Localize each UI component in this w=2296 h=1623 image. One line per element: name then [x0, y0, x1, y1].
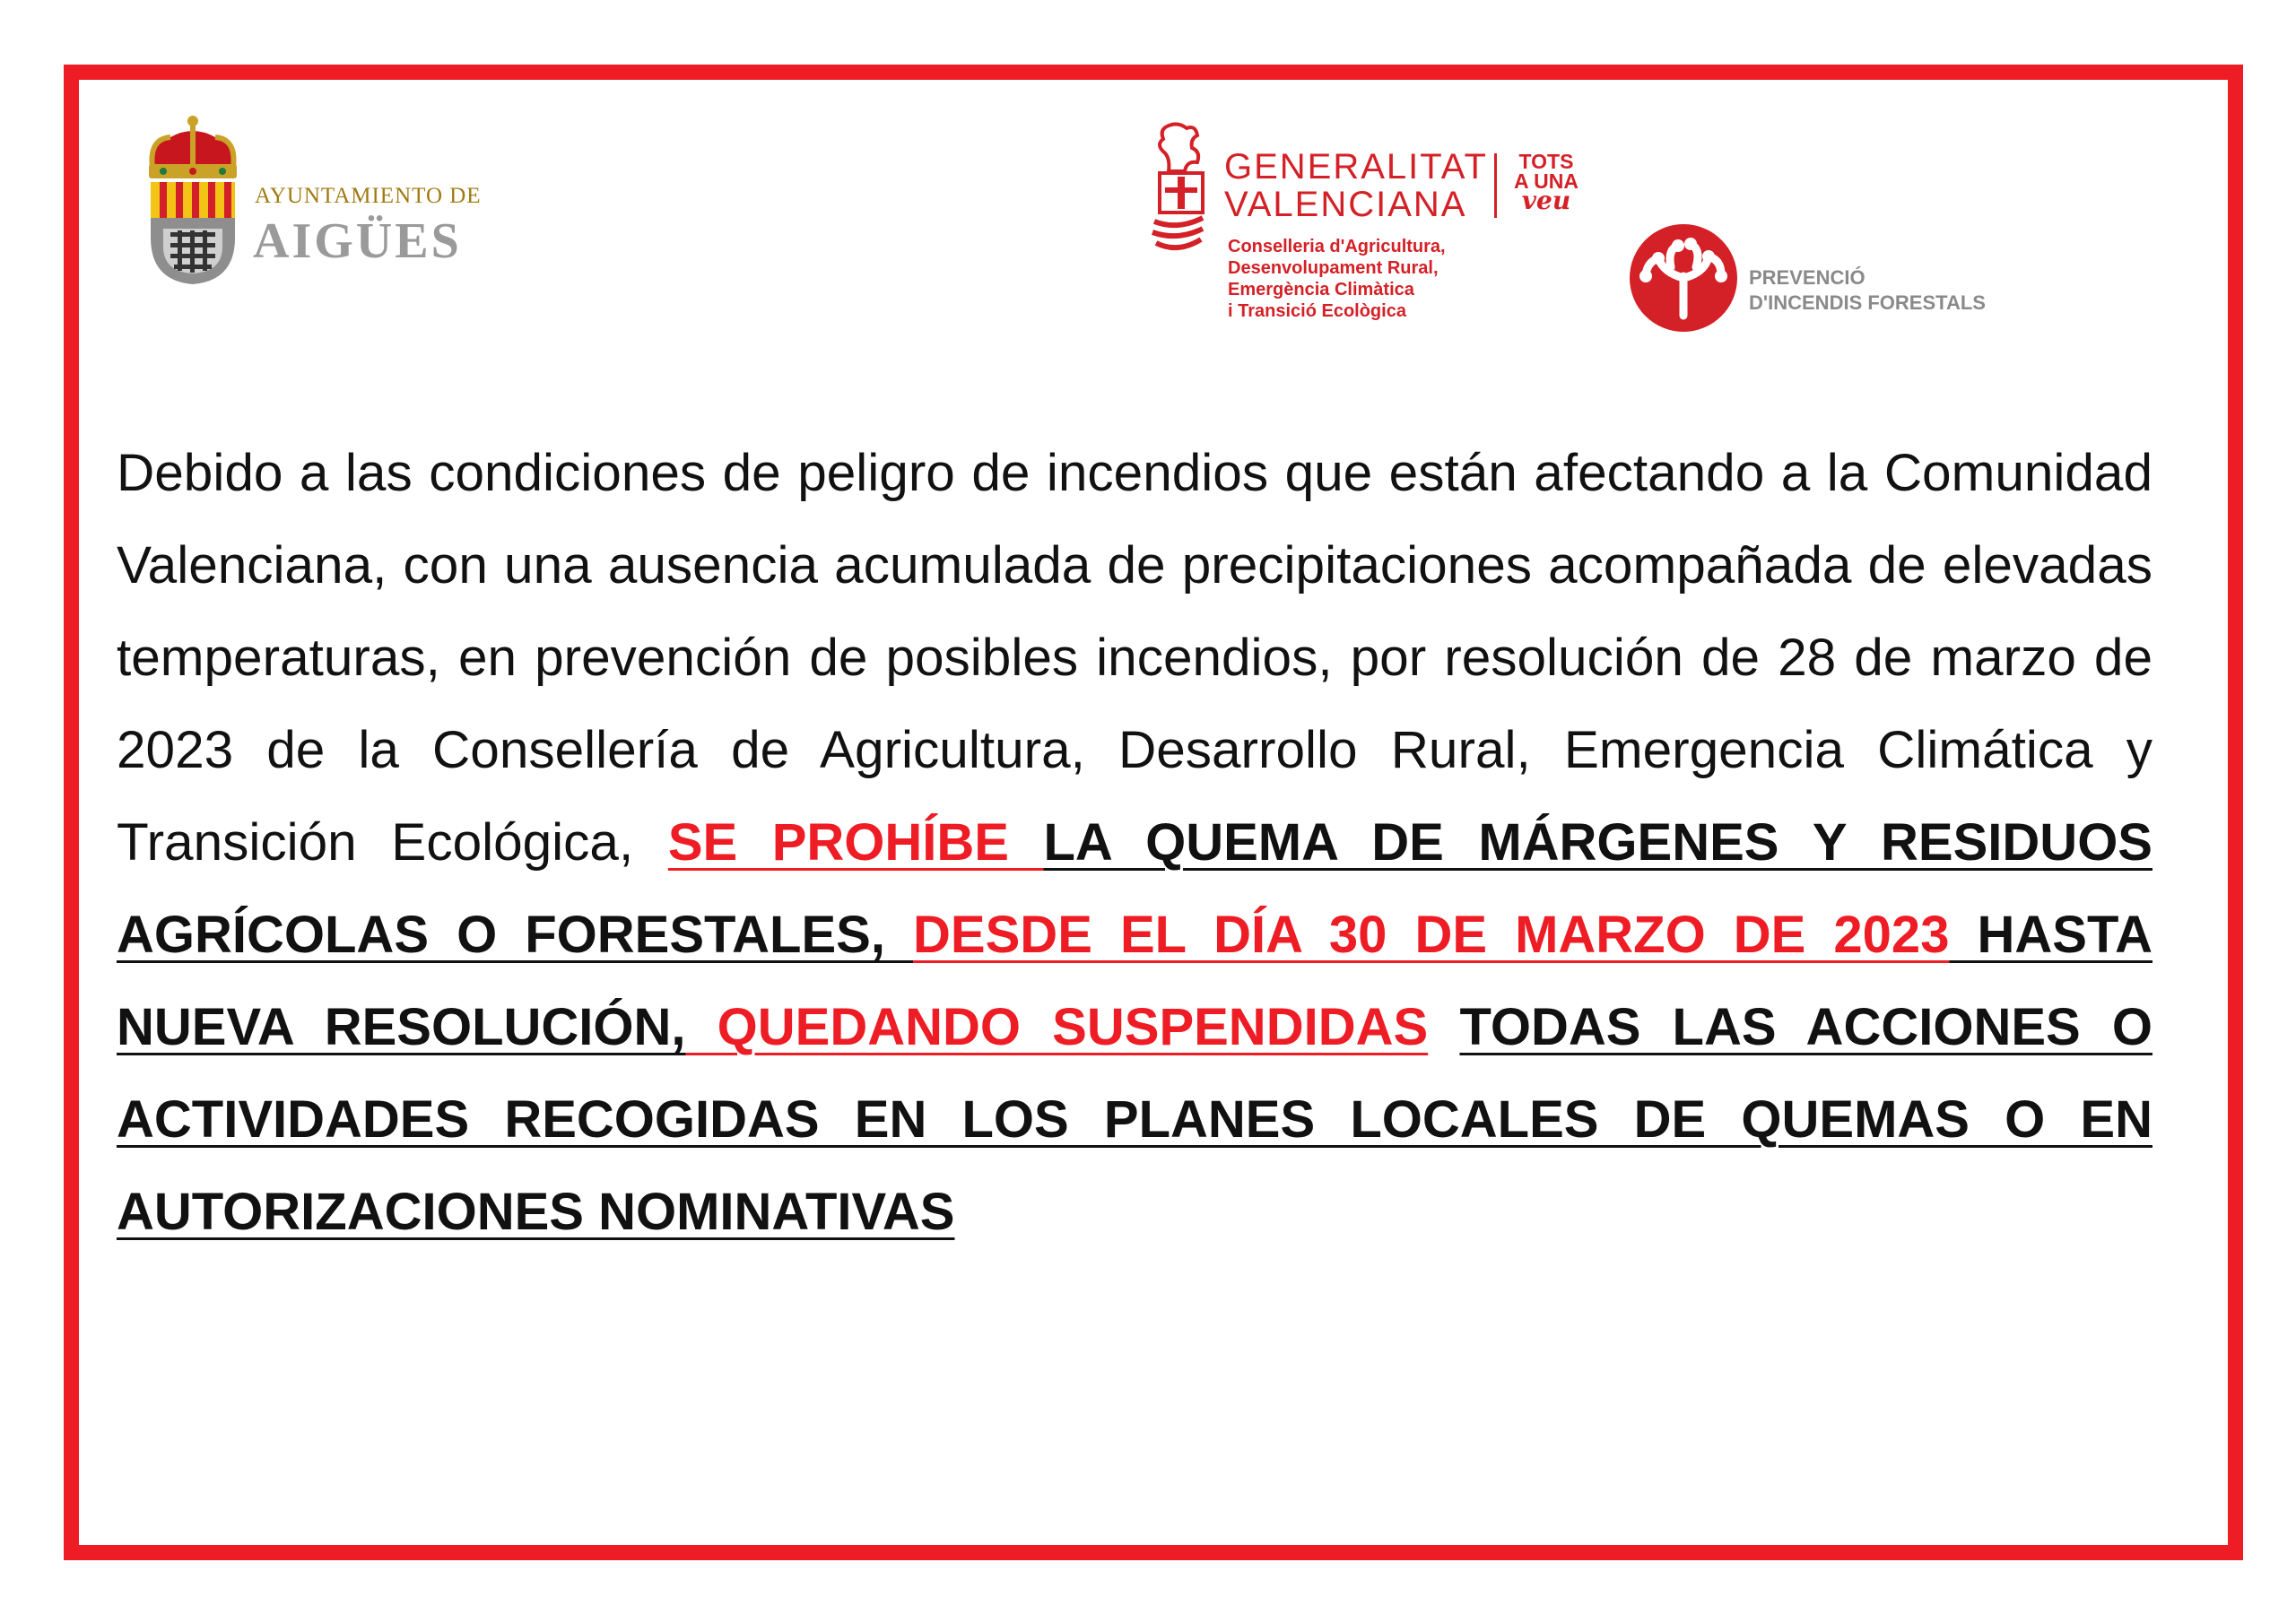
- generalitat-name-line1: GENERALITAT: [1224, 147, 1488, 187]
- conselleria-name: [1228, 236, 1446, 322]
- dept-line3: Emergència Climàtica: [1228, 280, 1414, 299]
- notice-prohibe: SE PROHÍBE: [667, 813, 1044, 872]
- slogan-line2: A UNA: [1514, 169, 1578, 193]
- notice-todas: TODAS LAS ACCIONES O ACTIVIDADES RECOGIDAS EN LOS PLANES LOCALES DE QUEMAS O EN AUTORIZACIONES NOMINATIVAS: [117, 998, 2152, 1241]
- generalitat-separator: [1494, 153, 1497, 218]
- notice-quedando: QUEDANDO SUSPENDIDAS: [685, 998, 1429, 1056]
- prevencio-line1: PREVENCIÓ: [1749, 266, 1866, 289]
- generalitat-name: [1224, 148, 1488, 223]
- dept-line2: Desenvolupament Rural,: [1228, 258, 1439, 278]
- dept-line4: i Transició Ecològica: [1228, 301, 1406, 321]
- slogan-line1: TOTS: [1518, 150, 1574, 173]
- notice-intro: Debido a las condiciones de peligro de incendios que están afectando a la Comunidad Valenciana, con una ausencia acumulada de precipitaciones acompañada de elevadas temperaturas, en prevención de posibles incendios, por resolución de 28 de marzo de 2023 de la Consellería de Agricultura, Desarrollo Rural, Emergencia Climática y Transición Ecológica,: [117, 444, 2152, 872]
- ayuntamiento-subtitle: AYUNTAMIENTO DE: [255, 184, 482, 208]
- generalitat-name-line2: VALENCIANA: [1224, 185, 1467, 224]
- prevencio-logo: [1628, 222, 2005, 348]
- generalitat-slogan: [1514, 150, 1578, 215]
- forest-fire-tree-icon: [1628, 222, 1739, 334]
- notice-quema: LA QUEMA DE MÁRGENES Y RESIDUOS AGRÍCOLAS O FORESTALES,: [117, 813, 2152, 964]
- dept-line1: Conselleria d'Agricultura,: [1228, 237, 1446, 256]
- ayuntamiento-name: AIGÜES: [253, 213, 462, 269]
- prevencio-text: [1749, 265, 1986, 316]
- notice-hasta: HASTA NUEVA RESOLUCIÓN,: [117, 906, 2152, 1056]
- notice-desde: DESDE EL DÍA 30 DE MARZO DE 2023: [913, 906, 1950, 964]
- ayuntamiento-logo: [144, 112, 484, 291]
- generalitat-logo: [1151, 121, 1617, 327]
- coat-of-arms-icon: [144, 112, 242, 287]
- prevencio-line2: D'INCENDIS FORESTALS: [1749, 291, 1986, 314]
- slogan-line3: veu: [1521, 186, 1571, 215]
- notice-text: [117, 427, 2152, 1258]
- lion-emblem-icon: [1151, 121, 1213, 256]
